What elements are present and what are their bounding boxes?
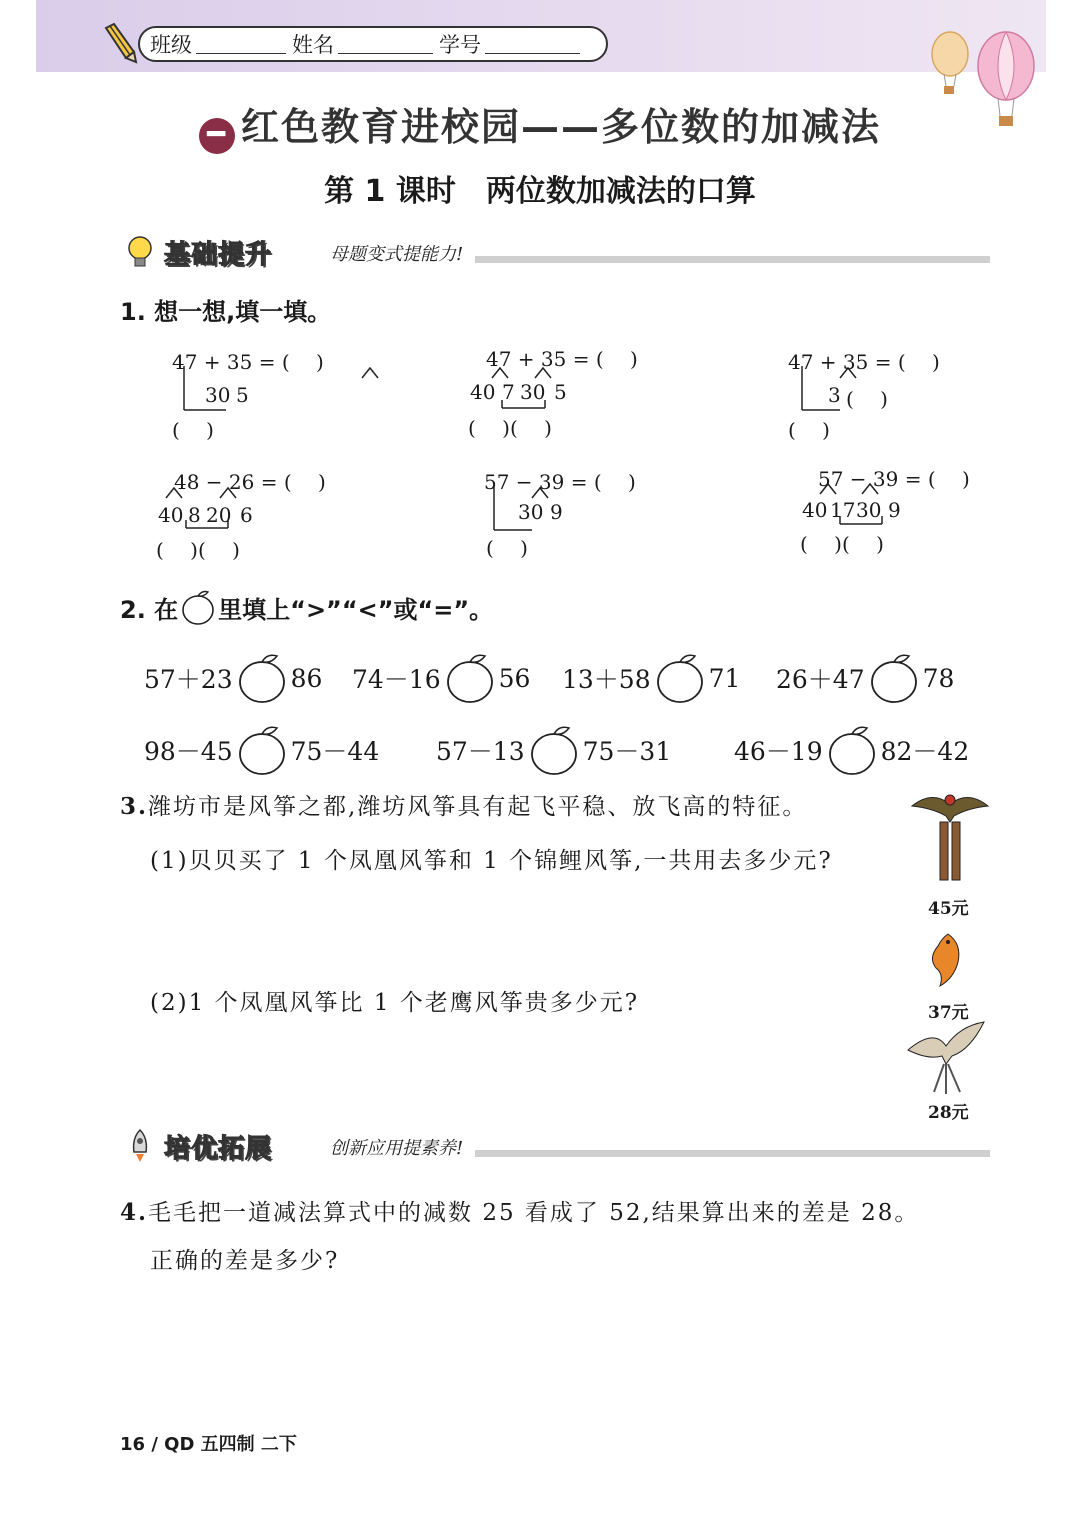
comparison-right: 56: [498, 663, 531, 693]
pencil-icon: [100, 22, 138, 64]
phoenix-kite-price: 45元: [928, 899, 969, 919]
q1-item-5-part: 30: [518, 500, 544, 524]
unit-title: [0, 96, 1080, 154]
comparison-left: 13＋58: [562, 665, 651, 694]
section-divider: [475, 256, 990, 263]
comparison-item: [734, 724, 969, 776]
section-badge: 培优拓展: [164, 1134, 273, 1164]
answer-apple-icon: [445, 652, 495, 704]
comparison-right: 75－44: [290, 737, 380, 766]
name-field[interactable]: [338, 35, 433, 54]
question-2-title: 2. 在 里填上“>”“<”或“=”。: [120, 588, 493, 626]
question-4-line-1: 4.毛毛把一道减法算式中的减数 25 看成了 52,结果算出来的差是 28。: [120, 1199, 920, 1226]
comparison-right: 78: [922, 663, 955, 693]
apple-circle-icon: [180, 588, 216, 626]
q1-item-4-part: 8: [188, 503, 201, 527]
answer-apple-icon: [237, 724, 287, 776]
q1-item-5-part: 9: [550, 500, 563, 524]
q1-item-2-part: 5: [554, 380, 567, 404]
comparison-answer-slot[interactable]: [525, 724, 583, 776]
section-slogan: 创新应用提素养!: [330, 1138, 464, 1159]
comparison-answer-slot[interactable]: [441, 652, 499, 704]
section-divider: [475, 1150, 990, 1157]
section-basic: [120, 234, 990, 270]
eagle-kite-icon: [904, 1020, 988, 1096]
student-info-bar: [138, 26, 608, 62]
comparison-left: 57－13: [436, 737, 525, 766]
section-advanced: [120, 1128, 990, 1164]
q1-item-2-part: 7: [502, 380, 515, 404]
q1-item-4-part: 20: [206, 503, 232, 527]
q1-item-6-part: 40: [802, 498, 828, 522]
q1-item-3-blank[interactable]: ( ): [788, 418, 830, 442]
answer-apple-icon: [655, 652, 705, 704]
comparison-item: [436, 724, 671, 776]
comparison-item: [562, 652, 740, 704]
section-badge: 基础提升: [164, 240, 273, 270]
q1-item-3-part[interactable]: ( ): [846, 387, 888, 411]
comparison-item: [144, 652, 322, 704]
answer-apple-icon: [827, 724, 877, 776]
koi-kite-icon: [922, 930, 972, 990]
comparison-right: 71: [708, 663, 741, 693]
q1-item-2-expr: 47 + 35 = ( ): [486, 347, 638, 371]
q1-item-6-part: 9: [888, 498, 901, 522]
q1-item-5-expr: 57 − 39 = ( ): [484, 470, 636, 494]
comparison-answer-slot[interactable]: [233, 652, 291, 704]
class-field[interactable]: [196, 35, 286, 54]
id-label: 学号: [439, 33, 481, 57]
q1-item-1-expr: 47 + 35 = ( ): [172, 350, 324, 374]
class-label: 班级: [150, 33, 192, 57]
lesson-title: 第 1 课时 两位数加减法的口算: [324, 174, 756, 209]
q1-item-5-blank[interactable]: ( ): [486, 536, 528, 560]
unit-title-text: 红色教育进校园——多位数的加减法: [240, 105, 881, 149]
koi-kite-price: 37元: [928, 1003, 969, 1023]
phoenix-kite-icon: [908, 786, 992, 882]
q1-item-2-part: 40: [470, 380, 496, 404]
q1-item-6-part: 30: [856, 498, 882, 522]
q1-item-2-blank[interactable]: ( )( ): [468, 416, 552, 440]
page-footer: 16 / QD 五四制 二下: [120, 1434, 297, 1455]
comparison-answer-slot[interactable]: [651, 652, 709, 704]
q1-item-3-expr: 47 + 35 = ( ): [788, 350, 940, 374]
q1-item-6-part: 17: [830, 498, 856, 522]
eagle-kite-price: 28元: [928, 1103, 969, 1123]
name-label: 姓名: [292, 33, 334, 57]
question-4-line-2: 正确的差是多少?: [150, 1248, 340, 1274]
q1-item-4-blank[interactable]: ( )( ): [156, 538, 240, 562]
rocket-icon: [122, 1128, 158, 1164]
comparison-answer-slot[interactable]: [865, 652, 923, 704]
comparison-left: 57＋23: [144, 665, 233, 694]
unit-number-badge: ━: [199, 118, 235, 154]
comparison-left: 74－16: [352, 665, 441, 694]
answer-apple-icon: [529, 724, 579, 776]
q1-item-6-expr: 57 − 39 = ( ): [818, 467, 970, 491]
comparison-item: [776, 652, 954, 704]
comparison-left: 98－45: [144, 737, 233, 766]
comparison-left: 26＋47: [776, 665, 865, 694]
comparison-right: 75－31: [582, 737, 672, 766]
question-3-part-1: (1)贝贝买了 1 个凤凰风筝和 1 个锦鲤风筝,一共用去多少元?: [150, 848, 833, 874]
comparison-right: 86: [290, 663, 323, 693]
lightbulb-icon: [122, 234, 158, 270]
q1-item-1-blank[interactable]: ( ): [172, 418, 214, 442]
comparison-answer-slot[interactable]: [823, 724, 881, 776]
section-slogan: 母题变式提能力!: [330, 244, 464, 265]
q1-item-4-part: 6: [240, 503, 253, 527]
comparison-right: 82－42: [880, 737, 970, 766]
id-field[interactable]: [485, 35, 580, 54]
q1-item-1-part: 30: [205, 383, 231, 407]
question-1-title: 1. 想一想,填一填。: [120, 298, 332, 326]
q1-item-2-part: 30: [520, 380, 546, 404]
comparison-item: [352, 652, 530, 704]
q1-item-3-part: 3: [828, 383, 841, 407]
comparison-item: [144, 724, 379, 776]
q1-item-1-part: 5: [236, 383, 249, 407]
q1-item-4-expr: 48 − 26 = ( ): [174, 470, 326, 494]
comparison-answer-slot[interactable]: [233, 724, 291, 776]
answer-apple-icon: [869, 652, 919, 704]
q1-item-4-part: 40: [158, 503, 184, 527]
question-3-title: 3.潍坊市是风筝之都,潍坊风筝具有起飞平稳、放飞高的特征。: [120, 793, 808, 820]
question-3-part-2: (2)1 个凤凰风筝比 1 个老鹰风筝贵多少元?: [150, 990, 640, 1016]
answer-apple-icon: [237, 652, 287, 704]
comparison-left: 46－19: [734, 737, 823, 766]
q1-item-6-blank[interactable]: ( )( ): [800, 532, 884, 556]
